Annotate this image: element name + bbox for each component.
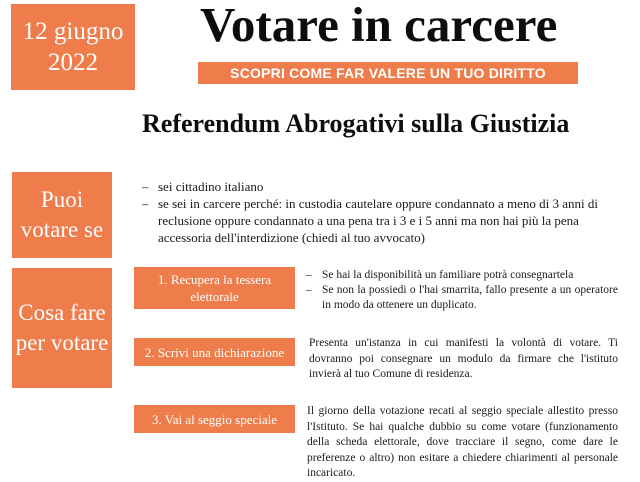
list-item: – sei cittadino italiano [142,178,614,195]
step-2-title: 2. Scrivi una dichiarazione [144,344,285,360]
step-3-text: Il giorno della votazione recati al seggio speciale allestito presso l'Istituto. Se hai qualche dubbio su come votare (funzionamento della scheda elettorale, dove tracciare il segno, come dare le preferenze o altro) non esitare a chiedere chiarimenti al personale incaricato. [307,405,618,479]
eligibility-list [142,178,614,246]
eligibility-label: Puoi votare se [20,187,104,242]
steps-label: Cosa fare per votare [15,300,109,355]
step-3-box [134,405,295,433]
step-2-box [134,338,295,366]
referendum-heading: Referendum Abrogativi sulla Giustizia [142,109,570,138]
eligibility-box [12,172,112,258]
page-title: Votare in carcere [200,0,558,52]
list-item: – Se non la possiedi o l'hai smarrita, fallo presente a un operatore in modo da ottenere un duplicato. [306,283,618,313]
subtitle-label: SCOPRI COME FAR VALERE UN TUO DIRITTO [230,65,546,81]
list-item: – se sei in carcere perché: in custodia cautelare oppure condannato a meno di 3 anni di reclusione oppure condannato a una pena tra i 3 e i 5 anni ma non hai più la pena accessoria dell'interdizione (chiedi al tuo avvocato) [142,195,614,246]
step-2-text: Presenta un'istanza in cui manifesti la volontà di votare. Ti dovranno poi consegnare un modulo da firmare che l'istituto invierà al tuo Comune di residenza. [309,337,618,380]
step-1-title: 1. Recupera la tessera elettorale [157,272,272,304]
step-3-title: 3. Vai al seggio speciale [151,411,278,427]
steps-box [12,268,112,388]
list-item: – Se hai la disponibilità un familiare potrà consegnartela [306,268,618,283]
date-box [11,4,135,90]
step-1-list [306,268,618,313]
subtitle-banner [198,62,578,84]
date-label: 12 giugno 2022 [22,18,124,76]
step-1-box [134,267,295,309]
